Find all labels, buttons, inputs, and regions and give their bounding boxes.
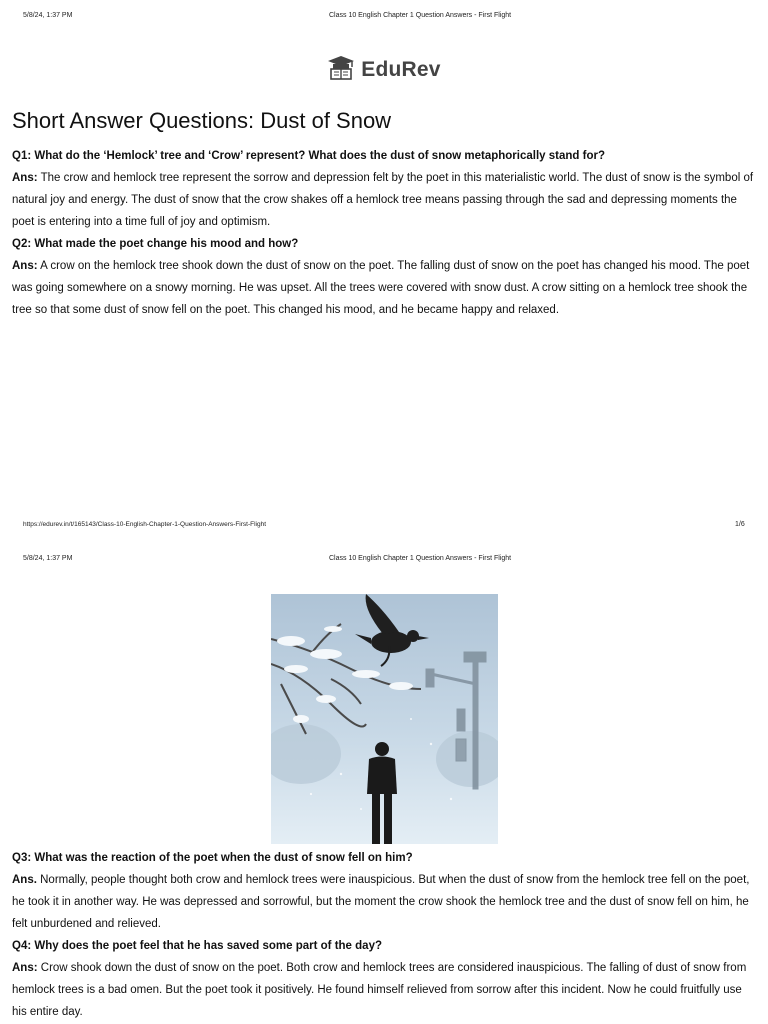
answer-1 [12, 167, 756, 233]
print-date: 5/8/24, 1:37 PM [23, 555, 73, 562]
footer-url[interactable]: https://edurev.in/t/165143/Class-10-English-Chapter-1-Question-Answers-First-Flight [23, 521, 267, 528]
qa-section-page2 [12, 847, 756, 1023]
question-2: Q2: What made the poet change his mood and how? [12, 238, 299, 250]
print-title: Class 10 English Chapter 1 Question Answers - First Flight [329, 555, 512, 562]
question-3: Q3: What was the reaction of the poet when the dust of snow fell on him? [12, 852, 413, 864]
qa-section-page1 [12, 145, 756, 321]
answer-text: Normally, people thought both crow and hemlock trees were inauspicious. But when the dust of snow from the hemlock tree fell on the poet, he took it in another way. He was depressed and sorrowful, but the moment the crow shook the hemlock tree and the dust of snow fell on him, he felt unburdened and relieved. [12, 874, 750, 930]
answer-label: Ans: [12, 260, 38, 272]
graduation-cap-book-icon [327, 54, 355, 85]
answer-text: The crow and hemlock tree represent the sorrow and depression felt by the poet in this materialistic world. The dust of snow is the symbol of natural joy and energy. The dust of snow that the crow shakes off a hemlock tree means passing through the sad and depressing moments the poet is entering into a time full of joy and optimism. [12, 172, 754, 228]
answer-text: Crow shook down the dust of snow on the poet. Both crow and hemlock trees are considered inauspicious. The falling of dust of snow from hemlock trees is a bad omen. But the poet took it positively. He found himself relieved from sorrow after this incident. Now he could fruitfully use his entire day. [12, 962, 747, 1018]
answer-text: A crow on the hemlock tree shook down the dust of snow on the poet. The falling dust of snow on the poet has changed his mood. The poet was going somewhere on a snowy morning. He was upset. All the trees were covered with snow dust. A crow sitting on a hemlock tree shook the tree so that some dust of snow fell on the poet. This changed his mood, and he became happy and relaxed. [12, 260, 750, 316]
answer-3 [12, 869, 756, 935]
answer-4 [12, 957, 756, 1023]
edurev-logo[interactable] [0, 54, 768, 85]
logo-text: EduRev [361, 57, 441, 81]
answer-label: Ans: [12, 962, 38, 974]
snowy-crow-illustration [271, 594, 498, 844]
print-date: 5/8/24, 1:37 PM [23, 12, 73, 19]
answer-2 [12, 255, 756, 321]
page-title: Short Answer Questions: Dust of Snow [12, 108, 392, 133]
question-1: Q1: What do the ‘Hemlock’ tree and ‘Crow’ represent? What does the dust of snow metaphorically stand for? [12, 150, 605, 162]
answer-label: Ans: [12, 172, 38, 184]
footer-page-number: 1/6 [735, 521, 745, 528]
answer-label: Ans. [12, 874, 37, 886]
question-4: Q4: Why does the poet feel that he has saved some part of the day? [12, 940, 382, 952]
print-title: Class 10 English Chapter 1 Question Answers - First Flight [329, 12, 512, 19]
